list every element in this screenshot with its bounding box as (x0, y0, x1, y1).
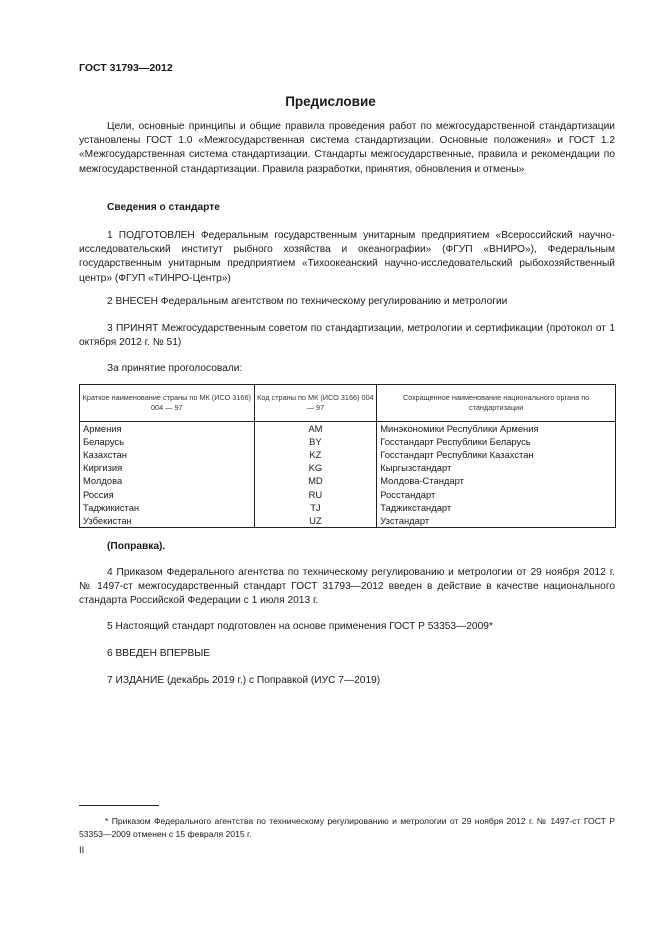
item-5: 5 Настоящий стандарт подготовлен на основе применения ГОСТ Р 53353—2009* (107, 621, 493, 632)
table-row (80, 448, 616, 461)
item-6: 6 ВВЕДЕН ВПЕРВЫЕ (107, 648, 211, 659)
item-2: 2 ВНЕСЕН Федеральным агентством по техническому регулированию и метрологии (107, 296, 508, 307)
page-title: Предисловие (285, 94, 376, 109)
table-row (80, 514, 616, 528)
cell-body: Кыргызстандарт (377, 461, 616, 474)
cell-country: Киргизия (80, 461, 255, 474)
cell-country: Беларусь (80, 435, 255, 448)
cell-code: AM (254, 422, 377, 436)
table-row (80, 474, 616, 487)
cell-country: Казахстан (80, 448, 255, 461)
footnote-divider (79, 805, 159, 806)
cell-code: KG (254, 461, 377, 474)
document-header: ГОСТ 31793—2012 (79, 62, 173, 74)
cell-body: Узстандарт (377, 514, 616, 528)
cell-code: MD (254, 474, 377, 487)
table-row (80, 487, 616, 500)
table-row (80, 435, 616, 448)
cell-code: BY (254, 435, 377, 448)
cell-country: Узбекистан (80, 514, 255, 528)
voting-table (79, 384, 616, 528)
footnote: * Приказом Федерального агентства по техническому регулированию и метрологии от 29 ноября 2012 г. № 1497-ст ГОСТ Р 53353—2009 отменен с 15 февраля 2015 г. (79, 816, 615, 839)
amendment-note: (Поправка). (107, 541, 166, 552)
info-heading: Сведения о стандарте (107, 202, 220, 213)
cell-body: Госстандарт Республики Беларусь (377, 435, 616, 448)
table-row (80, 422, 616, 436)
col-header-country: Краткое наименование страны по МК (ИСО 3166) 004 — 97 (80, 385, 255, 422)
cell-country: Армения (80, 422, 255, 436)
table-row (80, 461, 616, 474)
cell-country: Таджикистан (80, 501, 255, 514)
cell-code: RU (254, 487, 377, 500)
item-3: 3 ПРИНЯТ Межгосударственным советом по стандартизации, метрологии и сертификации (протокол от 1 октября 2012 г. № 51) (79, 323, 615, 349)
cell-country: Молдова (80, 474, 255, 487)
col-header-body: Сокращенное наименование национального органа по стандартизации (377, 385, 616, 422)
cell-country: Россия (80, 487, 255, 500)
page-number: II (79, 845, 85, 856)
cell-code: UZ (254, 514, 377, 528)
item-7: 7 ИЗДАНИЕ (декабрь 2019 г.) с Поправкой (ИУС 7—2019) (107, 675, 381, 686)
table-row (80, 501, 616, 514)
cell-body: Госстандарт Республики Казахстан (377, 448, 616, 461)
cell-code: KZ (254, 448, 377, 461)
table-header-row (80, 385, 616, 422)
item-1: 1 ПОДГОТОВЛЕН Федеральным государственным унитарным предприятием «Всероссийский научно-исследовательский институт рыбного хозяйства и океанографии» (ФГУП «ВНИРО»), Федеральным государственным унитарным предприятием «Тихоокеанский научно-исследовательский рыбохозяйственный центр» (ФГУП «ТИНРО-Центр») (79, 230, 615, 284)
item-4: 4 Приказом Федерального агентства по техническому регулированию и метрологии от 29 ноября 2012 г. № 1497-ст межгосударственный стандарт ГОСТ 31793—2012 введен в действие в качестве национального стандарта Российской Федерации с 1 июля 2013 г. (79, 567, 615, 607)
cell-code: TJ (254, 501, 377, 514)
cell-body: Минэкономики Республики Армения (377, 422, 616, 436)
col-header-code: Код страны по МК (ИСО 3166) 004 — 97 (254, 385, 377, 422)
voted-label: За принятие проголосовали: (107, 363, 243, 374)
cell-body: Молдова-Стандарт (377, 474, 616, 487)
cell-body: Росстандарт (377, 487, 616, 500)
cell-body: Таджикстандарт (377, 501, 616, 514)
intro-paragraph: Цели, основные принципы и общие правила проведения работ по межгосударственной стандартизации установлены ГОСТ 1.0 «Межгосударственная система стандартизации. Основные положения» и ГОСТ 1.2 «Межгосударственная система стандартизации. Стандарты межгосударственные, правила и рекомендации по межгосударственной стандартизации. Правила разработки, принятия, обновления и отмены» (79, 121, 615, 175)
